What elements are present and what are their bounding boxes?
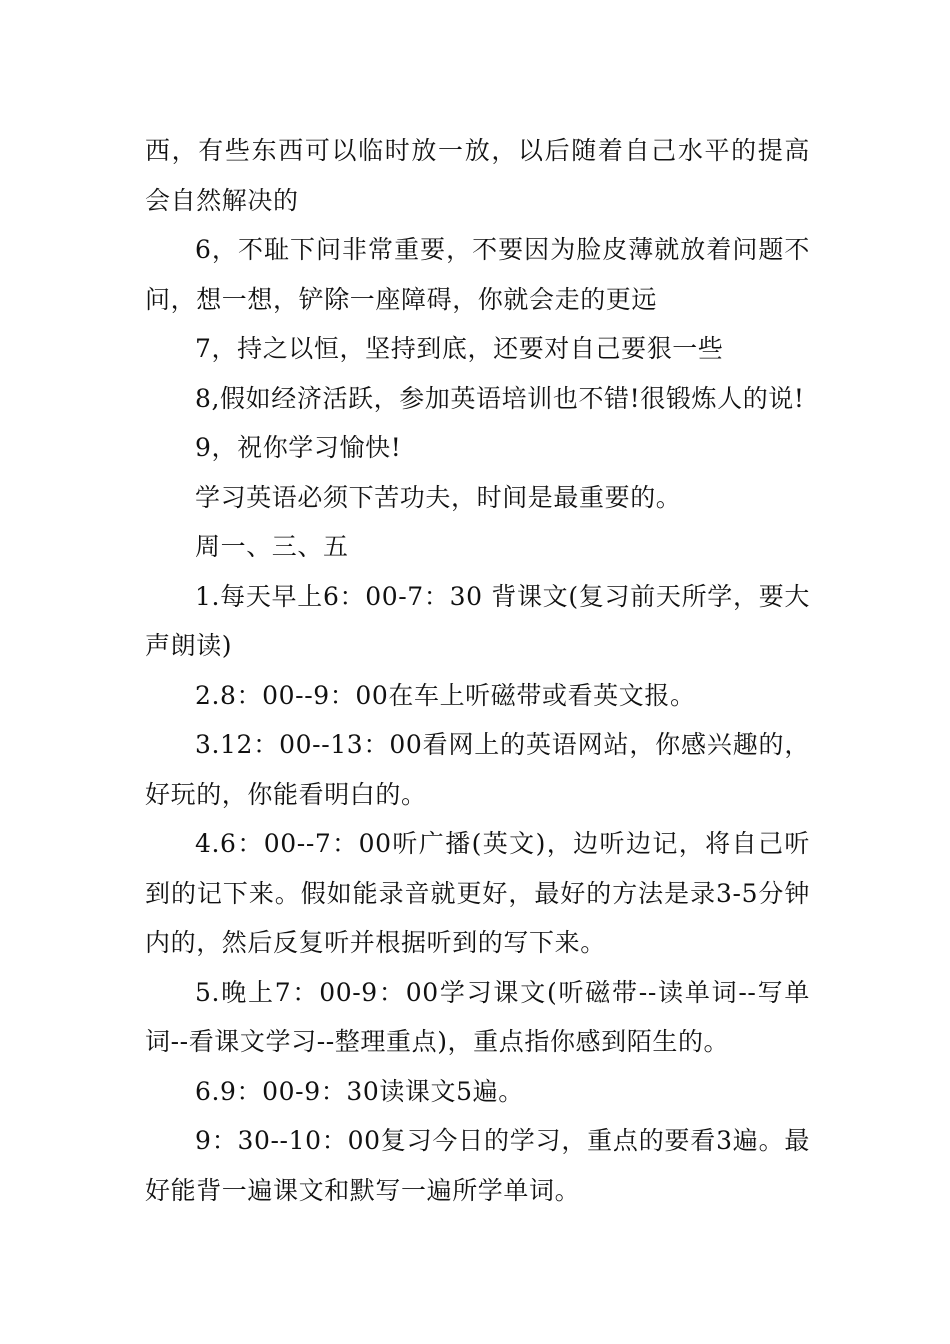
paragraph-schedule-1: 1.每天早上6：00-7：30 背课文(复习前天所学，要大声朗读): [145, 581, 810, 660]
paragraph-schedule-2: 2.8：00--9：00在车上听磁带或看英文报。: [195, 680, 696, 710]
paragraph-schedule-7: 9：30--10：00复习今日的学习，重点的要看3遍。最好能背一遍课文和默写一遍所学单词。: [145, 1126, 810, 1205]
paragraph-tip-8: 8,假如经济活跃，参加英语培训也不错!很锻炼人的说!: [195, 383, 805, 413]
paragraph-schedule-6: 6.9：00-9：30读课文5遍。: [195, 1076, 524, 1106]
paragraph-tip-9: 9，祝你学习愉快!: [195, 433, 402, 462]
paragraph-tip-6: 6，不耻下问非常重要，不要因为脸皮薄就放着问题不问，想一想，铲除一座障碍，你就会走的更远: [145, 235, 810, 314]
paragraph-intro: 学习英语必须下苦功夫，时间是最重要的。: [195, 482, 682, 512]
paragraph-continuation: 西，有些东西可以临时放一放，以后随着自己水平的提高会自然解决的: [145, 136, 810, 215]
paragraph-tip-7: 7，持之以恒，坚持到底，还要对自己要狠一些: [195, 334, 724, 363]
paragraph-schedule-5: 5.晚上7：00-9：00学习课文(听磁带--读单词--写单词--看课文学习--整理重点)，重点指你感到陌生的。: [145, 977, 810, 1056]
paragraph-schedule-3: 3.12：00--13：00看网上的英语网站，你感兴趣的，好玩的，你能看明白的。: [145, 730, 810, 809]
paragraph-schedule-heading: 周一、三、五: [195, 532, 349, 561]
document-page: [145, 126, 810, 1215]
paragraph-schedule-4: 4.6：00--7：00听广播(英文)，边听边记，将自己听到的记下来。假如能录音就更好，最好的方法是录3-5分钟内的，然后反复听并根据听到的写下来。: [145, 829, 810, 957]
